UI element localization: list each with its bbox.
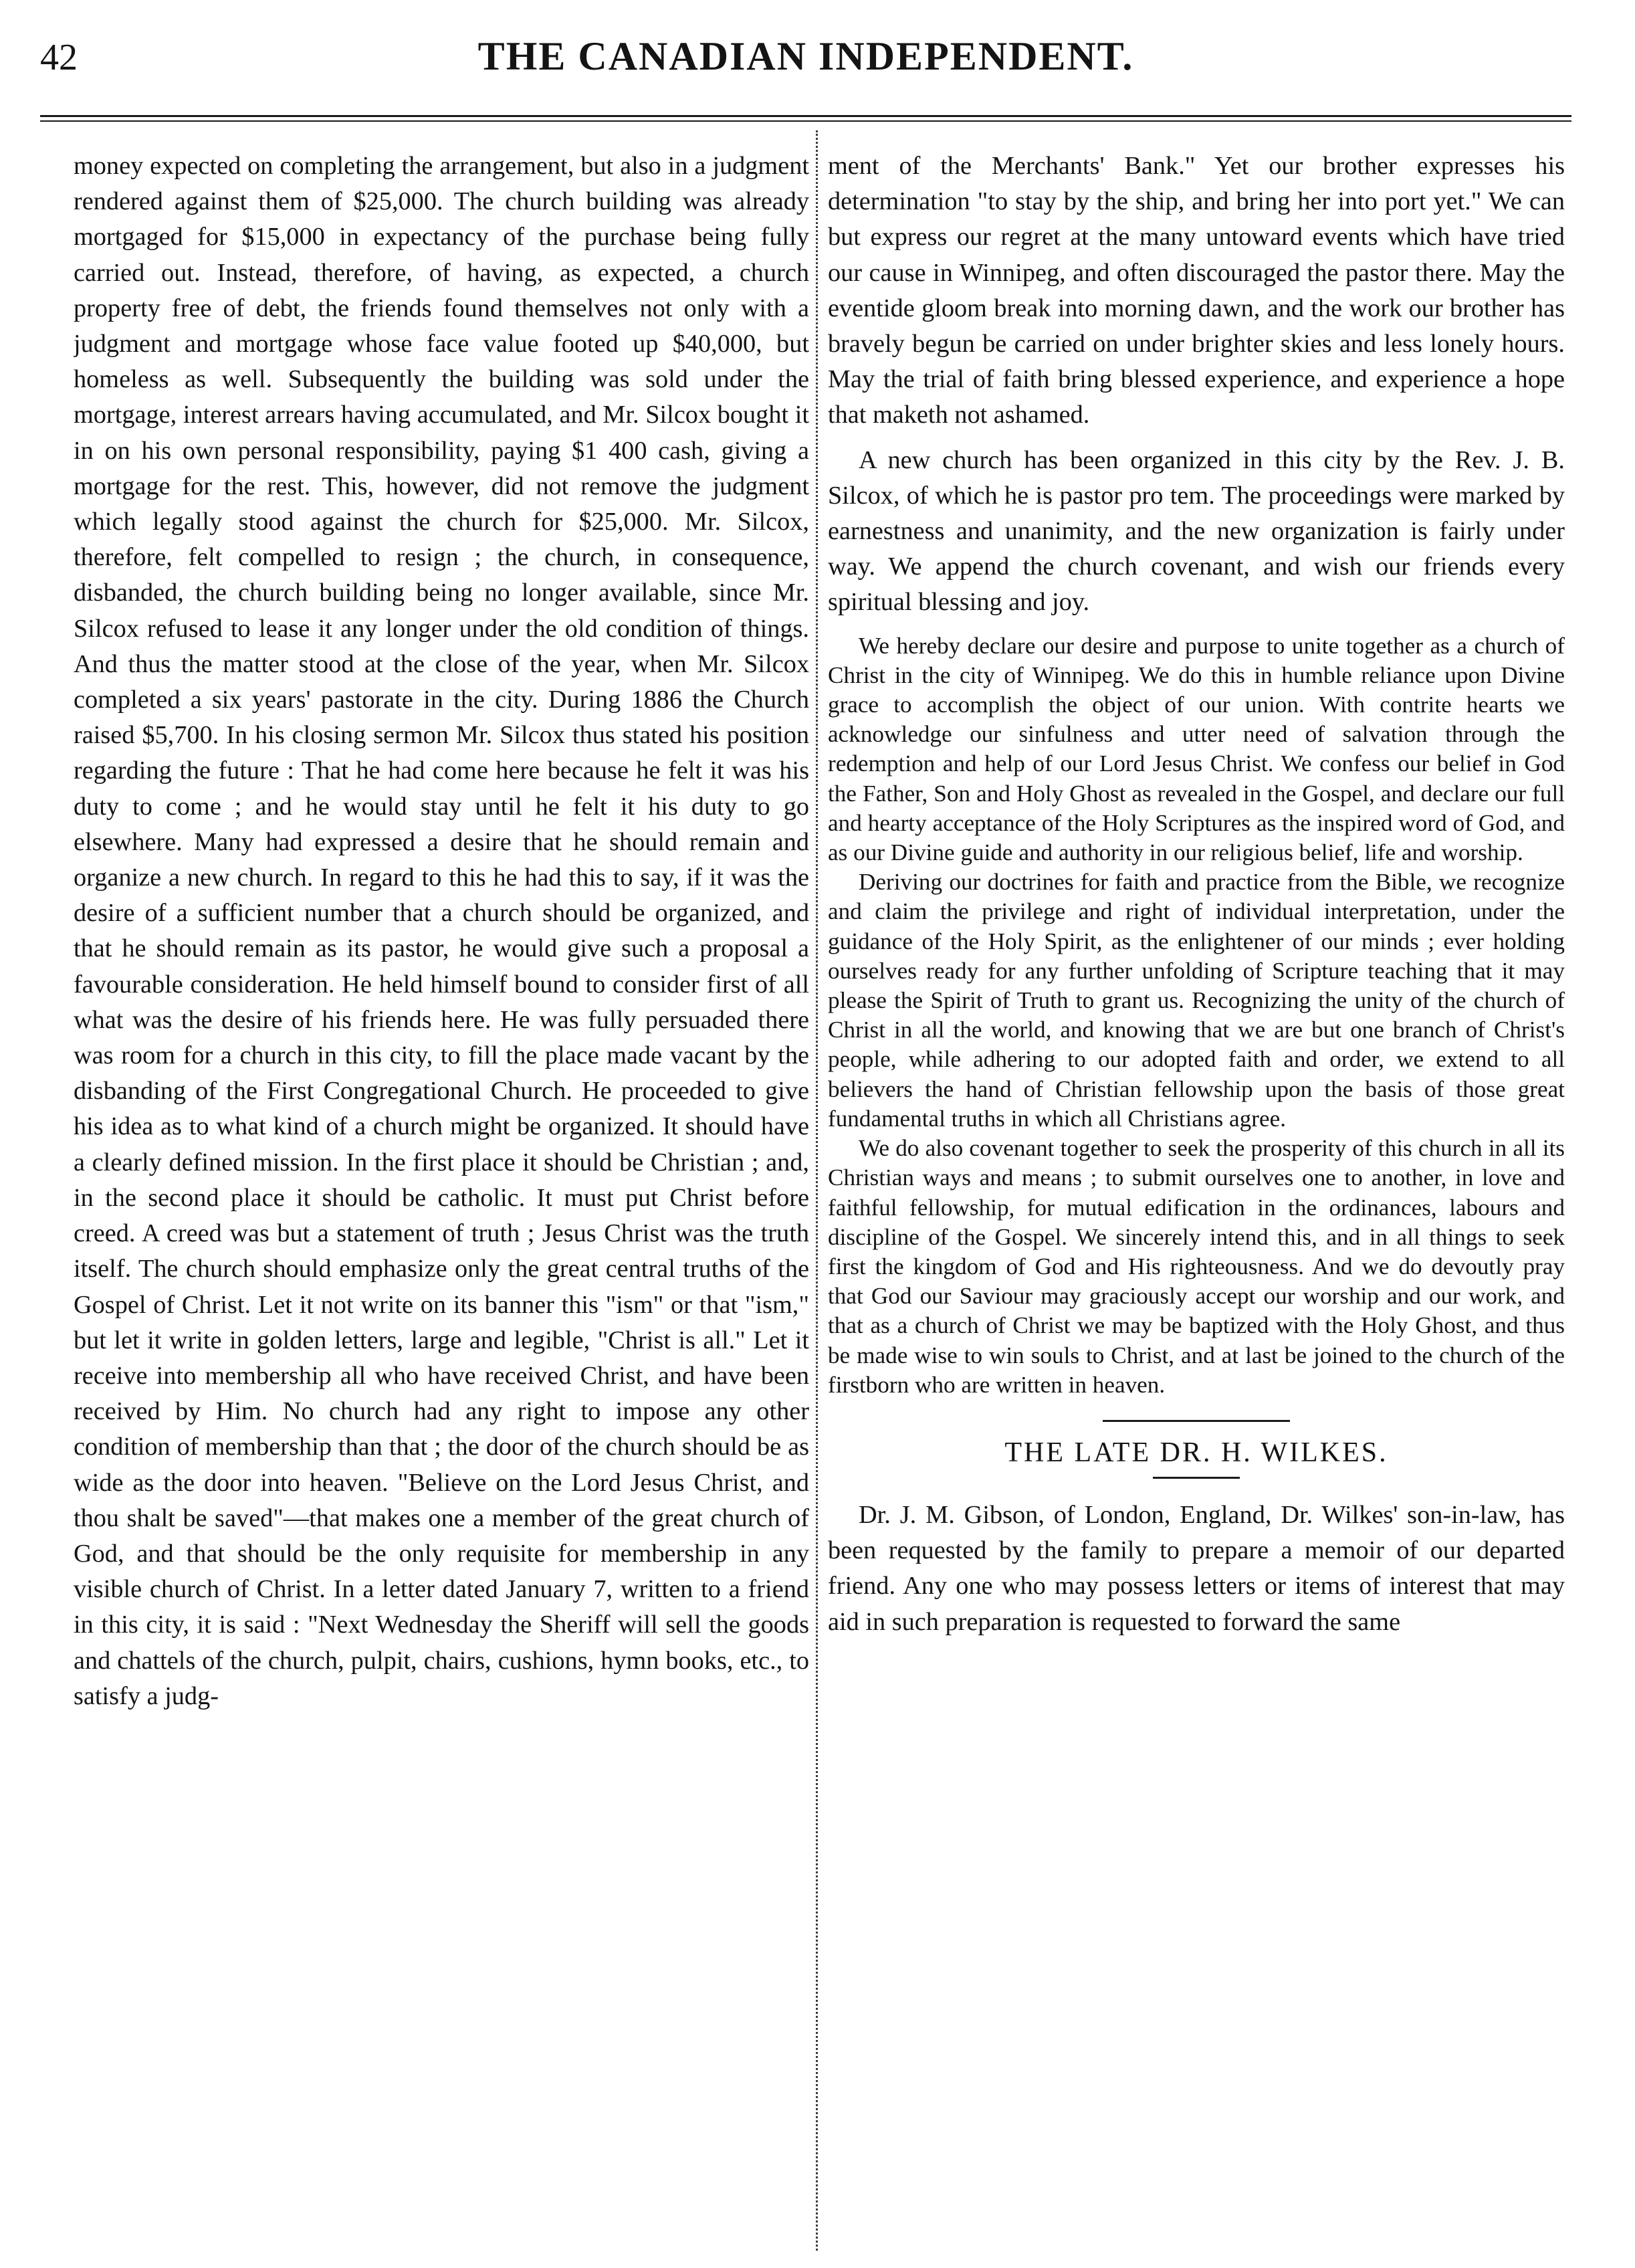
header-rule-thin [40,120,1571,122]
right-column [828,148,1565,2249]
covenant-paragraph-3: We do also covenant together to seek the prosperity of this church in all its Christian ways and means ; to submit ourselves one to another, in love and faithful fellowship, for mutual edification in the ordinances, labours and discipline of the Gospel. We sincerely intend this, and in all things to seek first the kingdom of God and His righteousness. And we do devoutly pray that God our Saviour may graciously accept our worship and our work, and that as a church of Christ we may be baptized with the Holy Ghost, and thus be made wise to win souls to Christ, and at last be joined to the church of the firstborn who are written in heaven. [828,1135,1565,1398]
page-number: 42 [40,37,78,78]
covenant-paragraph-1: We hereby declare our desire and purpose to unite together as a church of Christ in the city of Winnipeg. We do this in humble reliance upon Divine grace to accomplish the object of our union. With contrite hearts we acknowledge our sinfulness and utter need of salvation through the redemption and help of our Lord Jesus Christ. We confess our belief in God the Father, Son and Holy Ghost as revealed in the Gospel, and declare our full and hearty acceptance of the Holy Scriptures as the inspired word of God, and as our Divine guide and authority in our religious belief, life and worship. [828,632,1565,866]
journal-title: THE CANADIAN INDEPENDENT. [477,34,1134,78]
section-rule [1103,1420,1290,1422]
column-divider [816,130,818,2251]
article-text-left: money expected on completing the arrangement, but also in a judgment rendered against them of $25,000. The church building was already mortgaged for $15,000 in expectancy of the purchase being fully carried out. Instead, therefore, of having, as expected, a church property free of debt, the friends found themselves not only with a judgment and mortgage whose face value footed up $40,000, but homeless as well. Subsequently the building was sold under the mortgage, interest arrears having accumulated, and Mr. Silcox bought it in on his own personal responsibility, paying $1 400 cash, giving a mortgage for the rest. This, however, did not remove the judgment which legally stood against the church for $25,000. Mr. Silcox, therefore, felt compelled to resign ; the church, in consequence, disbanded, the church building being no longer available, since Mr. Silcox refused to lease it any longer under the old condition of things. And thus the matter stood at the close of the year, when Mr. Silcox completed a six years' pastorate in the city. During 1886 the Church raised $5,700. In his closing sermon Mr. Silcox thus stated his position regarding the future : That he had come here because he felt it was his duty to come ; and he would stay until he felt it his duty to go elsewhere. Many had expressed a desire that he should remain and organize a new church. In regard to this he had this to say, if it was the desire of a sufficient number that a church should be organized, and that he should remain as its pastor, he would give such a proposal a favourable consideration. He held himself bound to consider first of all what was the desire of his friends here. He was fully persuaded there was room for a church in this city, to fill the place made vacant by the disbanding of the First Congregational Church. He proceeded to give his idea as to what kind of a church might be organized. It should have a clearly defined mission. In the first place it should be Christian ; and, in the second place it should be catholic. It must put Christ before creed. A creed was but a statement of truth ; Jesus Christ was the truth itself. The church should emphasize only the great central truths of the Gospel of Christ. Let it not write on its banner this "ism" or that "ism," but let it write in golden letters, large and legible, "Christ is all." Let it receive into membership all who have received Christ, and have been received by Him. No church had any right to impose any other condition of membership than that ; the door of the church should be as wide as the door into heaven. "Believe on the Lord Jesus Christ, and thou shalt be saved"—that makes one a member of the great church of God, and that should be the only requisite for membership in any visible church of Christ. In a letter dated January 7, written to a friend in this city, it is said : "Next Wednesday the Sheriff will sell the goods and chattels of the church, pulpit, chairs, cushions, hymn books, etc., to satisfy a judg- [74,152,809,1710]
article-paragraph-wilkes: Dr. J. M. Gibson, of London, England, Dr. Wilkes' son-in-law, has been requested by the family to prepare a memoir of our departed friend. Any one who may possess letters or items of interest that may aid in such preparation is requested to forward the same [828,1500,1565,1636]
covenant-paragraph-2: Deriving our doctrines for faith and practice from the Bible, we recognize and claim the privilege and right of individual interpretation, under the guidance of the Holy Spirit, as the enlightener of our minds ; ever holding ourselves ready for any further unfolding of Scripture teaching that it may please the Spirit of Truth to grant us. Recognizing the unity of the church of Christ in all the world, and knowing that we are but one branch of Christ's people, while adhering to our adopted faith and order, we extend to all believers the hand of Christian fellowship upon the basis of those great fundamental truths in which all Christians agree. [828,869,1565,1132]
section-heading: THE LATE DR. H. WILKES. [1004,1437,1388,1468]
article-paragraph-new-church: A new church has been organized in this city by the Rev. J. B. Silcox, of which he is pastor pro tem. The proceedings were marked by earnestness and unanimity, and the new organization is fairly under way. We append the church covenant, and wish our friends every spiritual blessing and joy. [828,445,1565,617]
left-column [74,148,809,2249]
section-heading-rule [1153,1477,1240,1479]
article-paragraph-continued: ment of the Merchants' Bank." Yet our brother expresses his determination "to stay by the ship, and bring her into port yet." We can but express our regret at the many untoward events which have tried our cause in Winnipeg, and often discouraged the pastor there. May the eventide gloom break into morning dawn, and the work our brother has bravely begun be carried on under brighter skies and less lonely hours. May the trial of faith bring blessed experience, and experience a hope that maketh not ashamed. [828,152,1565,429]
header-rule [40,115,1571,117]
page-header [40,24,1571,98]
